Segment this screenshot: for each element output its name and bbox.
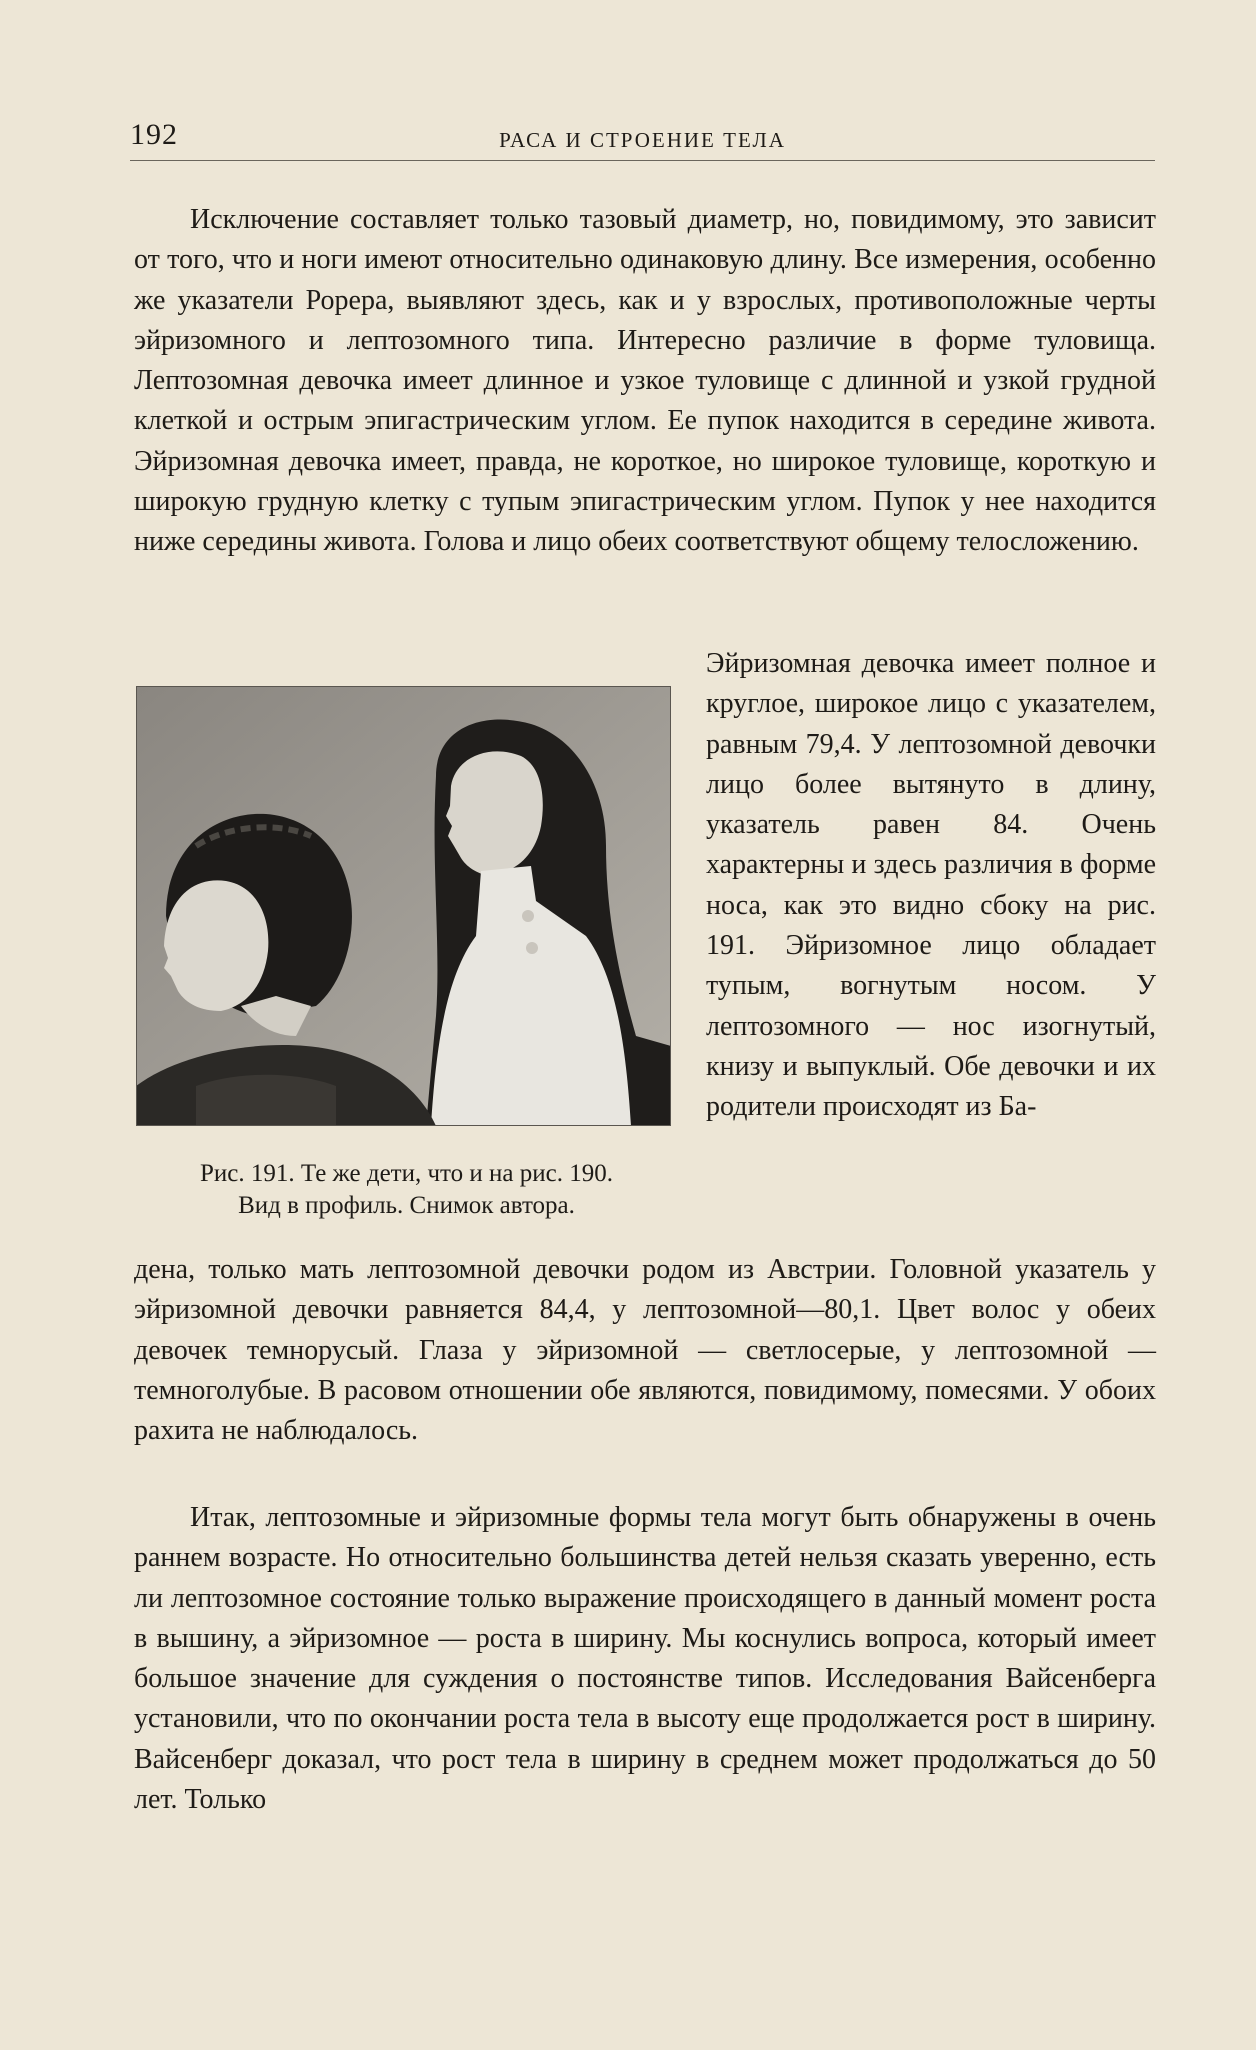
figure-caption	[134, 1158, 679, 1222]
page-header	[130, 118, 1155, 161]
paragraph-1: Исключение составляет только тазовый диаметр, но, повидимому, это зависит от того, что и ноги имеют относительно одинаковую длину. Все измерения, особенно же указатели Рорера, выявляют здесь, как и у взрослых, противоположные черты эйризомного и лептозомного типа. Интересно различие в форме туловища. Лептозомная девочка имеет длинное и узкое туловище с длинной и узкой грудной клеткой и острым эпигастрическим углом. Ее пупок находится в середине живота. Эйризомная девочка имеет, правда, не короткое, но широкое туловище, короткую и широкую грудную клетку с тупым эпигастрическим углом. Пупок у нее находится ниже середины живота. Голова и лицо обеих соответствуют общему телосложению.	[134, 204, 1156, 558]
running-title: РАСА И СТРОЕНИЕ ТЕЛА	[499, 128, 786, 152]
paragraph-beside-figure: Эйризомная девочка имеет полное и круглое, широкое лицо с указателем, равным 79,4. У лептозомной девочки лицо более вытянуто в длину, указатель равен 84. Очень характерны и здесь различия в форме носа, как это видно сбоку на рис. 191. Эйризомное лицо обладает тупым, вогнутым носом. У лептозомного — нос изогнутый, книзу и выпуклый. Обе девочки и их родители происходят из Ба-	[706, 648, 1156, 1123]
paragraph-3: Итак, лептозомные и эйризомные формы тела могут быть обнаружены в очень раннем возрасте. Но относительно большинства детей нельзя сказать уверенно, есть ли лептозомное состояние только выражение происходящего в данный момент роста в вышину, а эйризомное — роста в ширину. Мы коснулись вопроса, который имеет большое значение для суждения о постоянстве типов. Исследования Вайсенберга установили, что по окончании роста тела в высоту еще продолжается рост в ширину. Вайсенберг доказал, что рост тела в ширину в среднем может продолжаться до 50 лет. Только	[134, 1502, 1156, 1816]
caption-line-1: Рис. 191. Те же дети, что и на рис. 190.	[200, 1160, 613, 1187]
profile-photo	[136, 686, 671, 1126]
caption-line-2: Вид в профиль. Снимок автора.	[238, 1192, 575, 1219]
page-number: 192	[130, 118, 178, 151]
paragraph-2: дена, только мать лептозомной девочки родом из Австрии. Головной указатель у эйризомной девочки равняется 84,4, у лептозомной—80,1. Цвет волос у обеих девочек темнорусый. Глаза у эйризомной — светлосерые, у лептозомной — темноголубые. В расовом отношении обе являются, повидимому, помесями. У обоих рахита не наблюдалось.	[134, 1254, 1156, 1447]
